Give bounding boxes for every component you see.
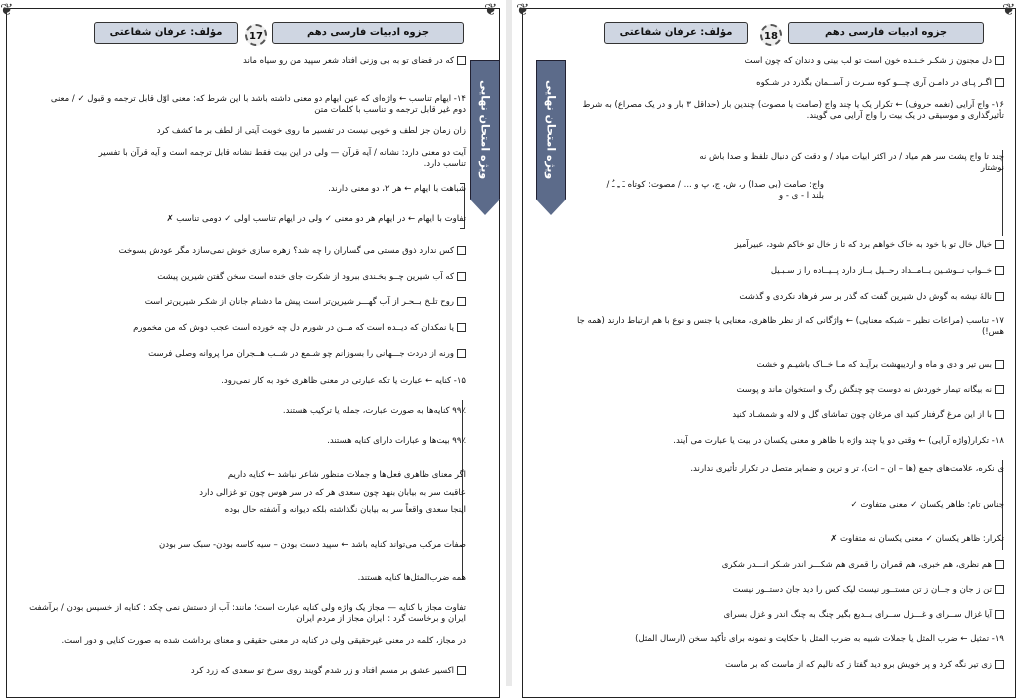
text-line: نه بیگانه تیمار خوردش نه دوست چو چنگش رگ و استخوان ماند و پوست xyxy=(736,385,1004,396)
text-line: چند تا واج پشت سر هم میاد / در اکثر ابیات میاد / و دقت کن دنبال تلفظ و صدا باش نه نوشتار xyxy=(699,152,1004,173)
text-line: تفاوت با ایهام ← در ایهام هر دو معنی ✓ ولی در ایهام تناسب اولی ✓ دومی تناسب ✗ xyxy=(166,214,466,224)
page-number: 17 xyxy=(245,24,267,46)
corner-ornament-icon: ❦ xyxy=(0,0,14,19)
text-line: ۹۹٪ بیت‌ها و عبارات دارای کنایه هستند. xyxy=(327,436,466,446)
text-line: خــواب نــوشـین بــامــداد رحــیل بــاز دارد پــیــاده را ز سـبـیل xyxy=(771,266,1004,277)
text-line: جناس تام: ظاهر یکسان ✓ معنی متفاوت ✓ xyxy=(850,500,1004,510)
text-line: آیت دو معنی دارد: نشانه / آیه قرآن — ولی در این بیت فقط نشانه قابل ترجمه است و آیه قرآن با تفسیر تناسب دارد. xyxy=(98,148,466,169)
text-line: روح تلـخ بــحـر از آب گهـــر شیرین‌تر است پیش ما دشنام جانان از شکـر شیرین‌تر است xyxy=(145,297,466,308)
section-metonymy: ۱۵- کنایه ← عبارت یا تکه عبارتی در معنی ظاهری خود به کار نمی‌رود. xyxy=(221,376,466,386)
section-ambiguity-harmony: ۱۴- ایهام تناسب ← واژه‌ای که عین ایهام دو معنی داشته باشد با این شرط که: معنی اوّل قابل ترجمه و قبول ✓ / معنی دوم غیر قابل ترجمه و تناسب با کلمات متن xyxy=(50,94,466,115)
text-line: اگـر پـای در دامـن آری چـــو کوه سـرت ز آســمان بگذرد در شـکوه xyxy=(756,78,1004,89)
page-17 xyxy=(0,0,506,686)
text-line: یا نمکدان که دیــده است که مــن در شورم دل چه خورده است عجب دوش که من مخمورم xyxy=(133,323,466,334)
text-line: خیال خال تو با خود به خاک خواهم برد که تا ز خال تو خاکم شود، عبیرآمیز xyxy=(735,240,1004,251)
text-line: عاقبت سر به بیابان بنهد چون سعدی هر که در سر هوس چون تو غزالی دارد xyxy=(199,488,466,498)
section-proportion: ۱۷- تناسب (مراعات نظیر – شبکه معنایی) ← واژگانی که از نظر ظاهری، معنایی یا جنس و نوع با هم ارتباط دارند (همه جا هس!) xyxy=(576,316,1004,337)
text-line: زی تیر نگه کرد و پر خویش برو دید گفتا ز که نالیم که از ماست که بر ماست xyxy=(725,660,1004,671)
checkbox-icon xyxy=(457,272,466,281)
book-title: جزوه ادبیات فارسی دهم xyxy=(788,22,984,44)
checkbox-icon xyxy=(995,240,1004,249)
checkbox-icon xyxy=(457,323,466,332)
checkbox-icon xyxy=(995,78,1004,87)
checkbox-icon xyxy=(457,56,466,65)
text-line: در مجاز، کلمه در معنی غیرحقیقی ولی در کنایه در معنی حقیقی و معنای برداشت شده به صورت کنایی و دور است. xyxy=(61,636,466,646)
checkbox-icon xyxy=(457,246,466,255)
text-line: که آب شیرین چــو بخـندی ببرود از شکرت جای خنده است سخن گفتن شیرین پیشت xyxy=(157,272,466,283)
text-line: تکرار: ظاهر یکسان ✓ معنی یکسان نه متفاوت ✗ xyxy=(830,534,1004,544)
text-line: اکسیر عشق بر مسم افتاد و زر شدم گویند روی سرخ تو سعدی که زرد کرد xyxy=(191,666,466,677)
page-number: 18 xyxy=(760,24,782,46)
side-tab xyxy=(536,60,566,200)
checkbox-icon xyxy=(457,297,466,306)
text-line: بس تیر و دی و ماه و اردیبهشت برآیـد که مـا خــاک باشیـم و خشت xyxy=(756,360,1004,371)
text-line: اینجا سعدی واقعاً سر به بیابان نگذاشته بلکه دیوانه و آشفته حال بوده xyxy=(224,505,466,515)
side-tab-arrow-icon xyxy=(536,199,566,215)
checkbox-icon xyxy=(995,660,1004,669)
corner-ornament-icon: ❦ xyxy=(484,0,498,19)
book-title: جزوه ادبیات فارسی دهم xyxy=(272,22,464,44)
text-line: اگر معنای ظاهری فعل‌ها و جملات منظور شاعر نباشد ← کنایه داریم xyxy=(227,470,466,480)
text-line: با از این مرغ گرفتار کنید ای مرغان چون تماشای گل و لاله و شمشـاد کنید xyxy=(732,410,1004,421)
checkbox-icon xyxy=(457,666,466,675)
checkbox-icon xyxy=(995,410,1004,419)
text-line: ی نکره، علامت‌های جمع (ها – ان – ات)، تر و ترین و ضمایر متصل در تکرار تأثیری ندارند. xyxy=(690,464,1004,474)
checkbox-icon xyxy=(995,610,1004,619)
side-tab xyxy=(470,60,500,200)
author-label: مؤلف: عرفان شفاعتی xyxy=(94,22,238,44)
checkbox-icon xyxy=(995,560,1004,569)
text-line: شباهت با ایهام ← هر ۲، دو معنی دارند. xyxy=(328,184,466,194)
text-line: آیا غزال ســرای و غـــزل ســرای بــدیع بگیر چنگ به چنگ اندر و غزل بسرای xyxy=(724,610,1004,621)
text-line: که در فضای تو به بی وزنی افتاد شعر سپید من رو سیاه ماند xyxy=(243,56,466,67)
text-line: نالهٔ نیشه به گوش دل شیرین گفت که گذر بر سر فرهاد نکردی و گذشت xyxy=(739,292,1004,303)
side-tab-label: ویژه امتحان نهایی xyxy=(544,80,558,180)
text-line: تفاوت مجاز با کنایه — مجاز یک واژه ولی کنایه عبارت است؛ مانند: آب از دستش نمی چکد : کنایه از خسیس بودن / برآشفت ایران و برخاست گرد : ایران مجاز از مردم ایران xyxy=(29,603,466,624)
section-phoneme-alliteration: ۱۶- واج آرایی (نغمه حروف) ← تکرار یک یا چند واج (صامت یا مصوت) چندین بار (حداقل ۳ بار و در یک مصراع) به شرط تأثیرگذاری و موسیقی در یک بیت را واج آرایی می گویند. xyxy=(582,100,1004,121)
page-18 xyxy=(512,0,1024,686)
checkbox-icon xyxy=(995,56,1004,65)
text-line: تن ز جان و جــان ز تن مستــور نیست لیک کس را دید جان دستــور نیست xyxy=(733,585,1004,596)
text-line: ورنه از دردت جـــهانی را بسوزانم چو شـمع در شــب هــجران مرا پروانه وصلی فرست xyxy=(148,349,466,360)
author-label: مؤلف: عرفان شفاعتی xyxy=(604,22,748,44)
corner-ornament-icon: ❦ xyxy=(516,0,530,19)
text-line: کس ندارد ذوق مستی می گساران را چه شد؟ زهره سازی خوش نمی‌سازد مگر عودش بسوخت xyxy=(119,246,466,257)
checkbox-icon xyxy=(995,585,1004,594)
text-line: صفات مرکب می‌تواند کنایه باشد ← سپید دست بودن – سیه کاسه بودن- سبک سر بودن xyxy=(159,540,466,550)
section-repetition: ۱۸- تکرار(واژه آرایی) ← وقتی دو یا چند واژه با ظاهر و معنی یکسان در بیت یا عبارت می آیند. xyxy=(673,436,1004,446)
side-tab-label: ویژه امتحان نهایی xyxy=(478,80,492,180)
checkbox-icon xyxy=(457,349,466,358)
text-line: هم نظری، هم خبری، هم قمران را قمری هم شکـــر اندر شـکر انـــدر شکری xyxy=(722,560,1004,571)
checkbox-icon xyxy=(995,292,1004,301)
side-tab-arrow-icon xyxy=(470,199,500,215)
corner-ornament-icon: ❦ xyxy=(1002,0,1016,19)
text-line: همه ضرب‌المثل‌ها کنایه هستند. xyxy=(357,573,466,583)
text-line: ۹۹٪ کنایه‌ها به صورت عبارت، جمله یا ترکیب هستند. xyxy=(282,406,466,416)
text-line: دل مجنون ز شکـر خـنـده خون است تو لب بینی و دندان که چون است xyxy=(745,56,1004,67)
checkbox-icon xyxy=(995,385,1004,394)
checkbox-icon xyxy=(995,360,1004,369)
text-line: زان زمان جز لطف و خوبی نیست در تفسیر ما روی خوبت آیتی از لطف بر ما کشف کرد xyxy=(156,126,466,136)
text-line: واج: صامت (بی صدا) ر، ش، ج، پ و ... / مصوت: کوتاه ـَ ـِ ـُ / بلند ا - ی - و xyxy=(606,180,824,201)
section-allegory: ۱۹- تمثیل ← ضرب المثل یا جملات شبیه به ضرب المثل با حکایت و نمونه برای تأکید سخن (ارسال المثل) xyxy=(635,634,1004,644)
checkbox-icon xyxy=(995,266,1004,275)
